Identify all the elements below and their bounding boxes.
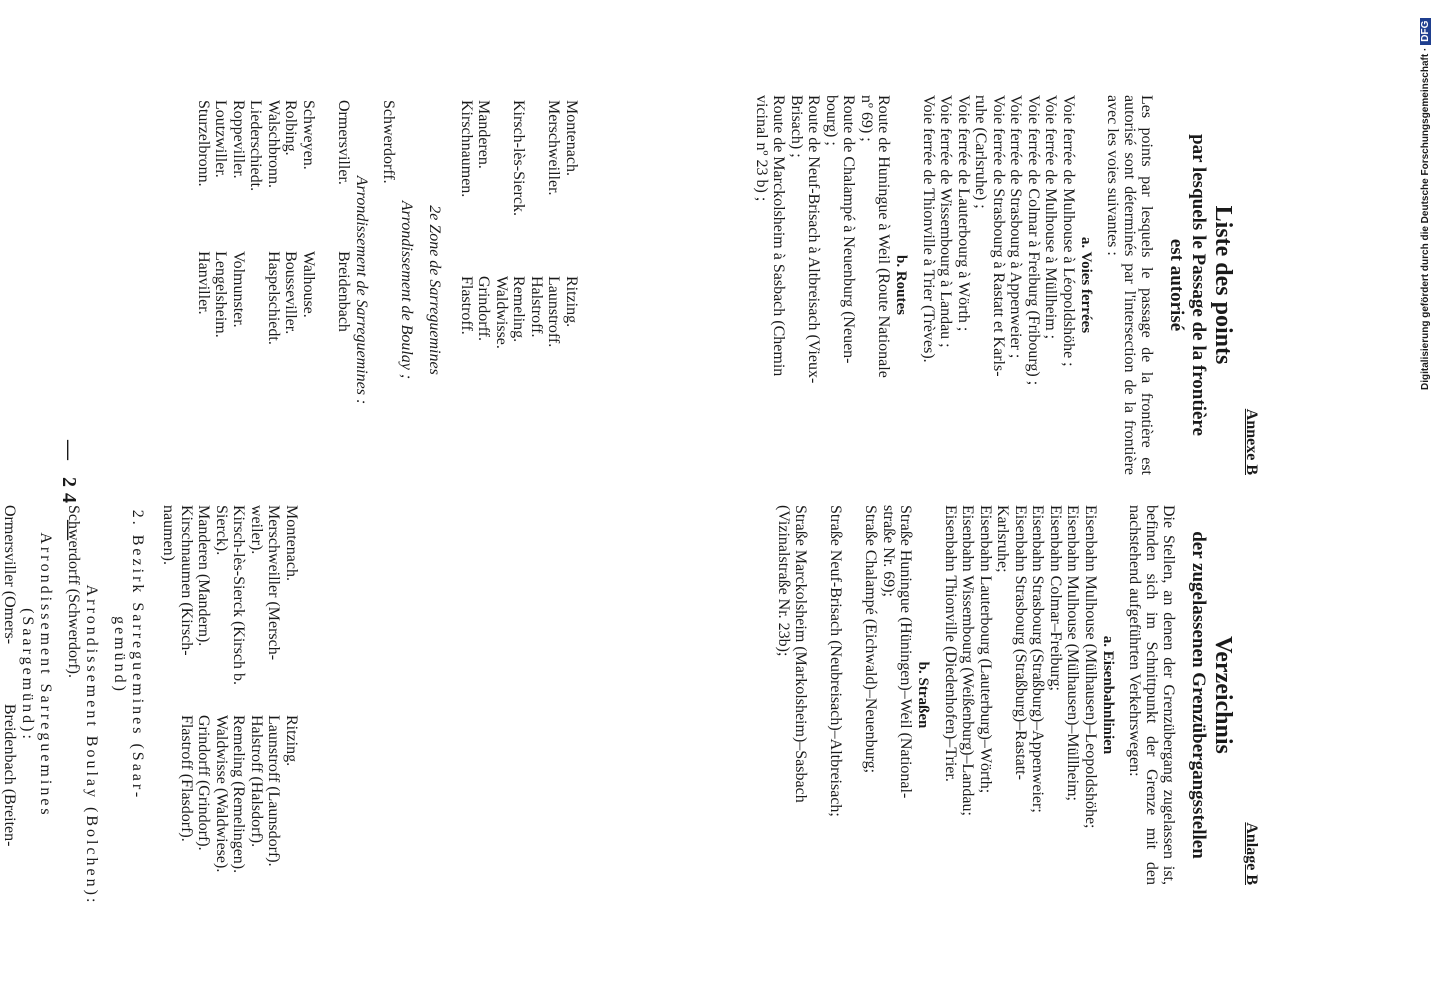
list-item: Bousseviller. xyxy=(282,251,300,335)
german-left-column xyxy=(160,505,300,685)
list-item: Schweyen. xyxy=(300,100,317,170)
german-right-column xyxy=(160,715,300,873)
list-item: Eisenbahn Colmar–Freiburg; xyxy=(1047,505,1064,691)
list-item: straße Nr. 69); xyxy=(880,505,897,597)
list-item: Straße Chalampé (Eichwald)–Neuenburg; xyxy=(862,505,880,774)
german-annex xyxy=(775,505,1261,885)
french-intro: Les points par lesquels le passage de la frontière est autorisé sont déterminés par l'intersection de la frontière avec les voies suivantes : xyxy=(1104,95,1155,475)
list-item xyxy=(845,505,863,885)
list-item xyxy=(528,100,546,216)
list-item xyxy=(317,100,335,191)
french-title: Liste des points xyxy=(1210,205,1236,365)
german-intro: Die Stellen, an denen der Grenzübergang zugelassen ist, befinden sich im Schnittpunkt der Grenze mit den nachstehend aufgeführten Verkehrswegen: xyxy=(1126,505,1177,885)
list-item: Breidenbach xyxy=(335,251,352,332)
list-item: Sturzelbronn. xyxy=(195,100,212,187)
list-item: Eisenbahn Mulhouse (Mülhausen)–Müllheim; xyxy=(1064,505,1082,801)
list-item xyxy=(810,505,828,885)
page-number: — 24 — xyxy=(58,440,80,546)
dfg-watermark xyxy=(1420,18,1431,390)
german-subtitle: der zugelassenen Grenzübergangsstellen xyxy=(1188,531,1209,859)
french-annex xyxy=(753,95,1261,475)
french-subtitle-1: par lesquels le Passage de la frontière xyxy=(1188,134,1209,436)
list-item: Eisenbahn Lauterbourg (Lauterburg)–Wörth; xyxy=(977,505,994,794)
list-item xyxy=(493,100,511,216)
list-item: Voie ferrée de Lauterbourg à Wörth ; xyxy=(955,95,972,332)
list-item: Route de Neuf-Brisach à Altbreisach (Vieux- xyxy=(805,95,823,384)
french-arr-sarreguemines: Arrondissement de Sarreguemines : xyxy=(353,175,370,405)
list-item: ruhe (Carlsruhe) ; xyxy=(972,95,990,209)
german-section-b: b. Straßen xyxy=(915,661,932,729)
list-item: Route de Marckolsheim à Sasbach (Chemin xyxy=(770,95,788,377)
list-item: Liederschiedt. xyxy=(247,100,265,192)
list-item: Route de Chalampé à Neuenburg (Neuen- xyxy=(840,95,858,364)
list-item: Voie ferrée de Strasbourg à Rastatt et Karls- xyxy=(990,95,1007,377)
list-item: Ritzing. xyxy=(563,275,580,328)
dfg-watermark-text: Digitalisierung gefördert durch die Deutsche Forschungsgemeinschaft · xyxy=(1420,47,1431,390)
french-subtitle-2: est autorisé xyxy=(1166,238,1187,332)
french-schwerdorff: Schwerdorff. xyxy=(380,100,398,184)
list-item: Route de Huningue à Weil (Route Nationale xyxy=(875,95,893,378)
list-item: Roppeviller. xyxy=(230,100,247,179)
list-item xyxy=(247,251,265,345)
list-item: weiler). xyxy=(248,505,265,555)
french-arr-boulay: Arrondissement de Boulay ; xyxy=(398,200,416,380)
list-item: Manderen. xyxy=(475,100,493,169)
list-item: Kirsch-lès-Sierck (Kirsch b. xyxy=(230,505,248,685)
list-item: Manderen (Mandern). xyxy=(195,505,213,647)
list-item: naumen). xyxy=(160,505,178,565)
german-road-list xyxy=(775,505,915,885)
list-item: Voie ferrée de Thionville à Trier (Trèves). xyxy=(920,95,937,363)
french-place-list xyxy=(195,100,581,480)
german-left-column-2 xyxy=(0,505,19,674)
list-item: Eisenbahn Strasbourg (Straßburg)–Appenweier; xyxy=(1029,505,1047,813)
dfg-logo: DFG xyxy=(1420,18,1431,45)
list-item: Eisenbahn Thionville (Diedenhofen)–Trier. xyxy=(942,505,959,782)
list-item: Halstroff (Halsdorf). xyxy=(248,714,265,848)
list-item: Waldwisse. xyxy=(493,275,510,349)
list-item: bourg) ; xyxy=(823,95,840,146)
list-item: Rolbing. xyxy=(282,100,300,156)
list-item: Grindorff (Grindorf). xyxy=(195,714,213,851)
list-item: Remeling (Remelingen). xyxy=(230,714,248,874)
list-item: Volmunster. xyxy=(230,251,247,328)
list-item: Straße Marckolsheim (Markolsheim)–Sasbach xyxy=(792,505,810,803)
list-item: Walschbronn. xyxy=(265,100,282,189)
french-right-column xyxy=(458,276,581,349)
list-item: Kirschnaumen (Kirsch- xyxy=(178,505,195,656)
list-item: Brisach) ; xyxy=(788,95,805,158)
list-item: Waldwisse (Waldwiese). xyxy=(213,714,230,873)
german-arr-boulay: Arrondissement Boulay (Bolchen): xyxy=(83,584,100,906)
german-bezirk-heading: 2. Bezirk Sarreguemines (Saar-gemünd) xyxy=(111,509,146,801)
german-annex-label: Anlage B xyxy=(1243,822,1260,885)
list-item: Voie ferrée de Mulhouse à Müllheim ; xyxy=(1042,95,1060,340)
french-section-a: a. Voies ferrées xyxy=(1078,236,1094,334)
french-right-column-2 xyxy=(195,251,353,345)
french-section-b: b. Routes xyxy=(893,254,910,315)
french-left-column xyxy=(458,100,581,216)
list-item: Merschweiller. xyxy=(545,100,563,196)
list-item: nº 69) ; xyxy=(858,95,875,142)
list-item: Launstroff. xyxy=(545,275,563,348)
list-item: Flastroff (Flasdorf). xyxy=(178,714,195,842)
french-zone-heading: 2e Zone de Sarreguemines xyxy=(426,205,444,375)
list-item: Eisenbahn Mulhouse (Mülhausen)–Leopoldshöhe; xyxy=(1082,505,1099,829)
list-item: Grindorff. xyxy=(475,275,493,341)
french-road-list xyxy=(753,95,893,475)
list-item: Lengelsheim. xyxy=(212,251,230,338)
list-item: Montenach. xyxy=(563,100,580,176)
german-right-column-2 xyxy=(0,704,19,870)
list-item: Flastroff. xyxy=(458,275,475,335)
list-item: Montenach. xyxy=(283,505,300,581)
list-item: Voie ferrée de Mulhouse à Léopoldshöhe ; xyxy=(1060,95,1077,367)
french-rail-list xyxy=(920,95,1078,475)
list-item: Sierck). xyxy=(213,505,230,556)
list-item: Voie ferrée de Wissembourg à Landau ; xyxy=(937,95,955,348)
list-item: Breidenbach (Breiten- xyxy=(1,703,19,847)
list-item: Remeling. xyxy=(510,275,528,343)
list-item: Loutzwiller. xyxy=(212,100,230,178)
list-item: Hanviller. xyxy=(195,251,212,315)
german-section-a: a. Eisenbahnlinien xyxy=(1100,635,1116,755)
list-item: (Vizinalstraße Nr. 23b); xyxy=(775,505,792,657)
list-item: Karlsruhe; xyxy=(994,505,1012,573)
german-schwerdorff: Schwerdorff (Schwerdorf). xyxy=(65,505,82,678)
list-item: Walhouse. xyxy=(300,251,317,318)
list-item: Halstroff. xyxy=(528,275,545,338)
german-title: Verzeichnis xyxy=(1210,636,1236,754)
list-item: Ritzing. xyxy=(283,714,300,767)
list-item: Ormersviller (Omers- xyxy=(1,505,19,645)
german-place-list xyxy=(0,505,300,985)
list-item: Straße Neuf-Brisach (Neubreisach)–Altbreisach; xyxy=(827,505,845,817)
german-rail-list xyxy=(942,505,1100,885)
list-item: Ormersviller. xyxy=(335,100,352,185)
list-item: Eisenbahn Strasbourg (Straßburg)–Rastatt- xyxy=(1012,505,1029,780)
list-item: Merschweiller (Mersch- xyxy=(265,505,283,661)
list-item: vicinal nº 23 b) ; xyxy=(753,95,770,202)
list-item: Voie ferrée de Colmar à Freiburg (Fribourg) ; xyxy=(1025,95,1042,386)
list-item: Launstroff (Launsdorf). xyxy=(265,714,283,867)
list-item: Kirschnaumen. xyxy=(458,100,475,198)
list-item: Voie ferrée de Strasbourg à Appenweier ; xyxy=(1007,95,1025,359)
list-item: Haspelschiedt. xyxy=(265,251,282,345)
list-item xyxy=(317,251,335,345)
list-item: Eisenbahn Wissembourg (Weißenburg)–Landau; xyxy=(959,505,977,816)
list-item: Kirsch-lès-Sierck. xyxy=(510,100,528,216)
german-arr-sarreguemines: Arrondissement Sarreguemines (Saargemünd): xyxy=(19,532,55,818)
french-left-column-2 xyxy=(195,100,353,191)
list-item: Straße Huningue (Hüningen)–Weil (National- xyxy=(897,505,915,799)
french-annex-label: Annexe B xyxy=(1243,408,1260,475)
